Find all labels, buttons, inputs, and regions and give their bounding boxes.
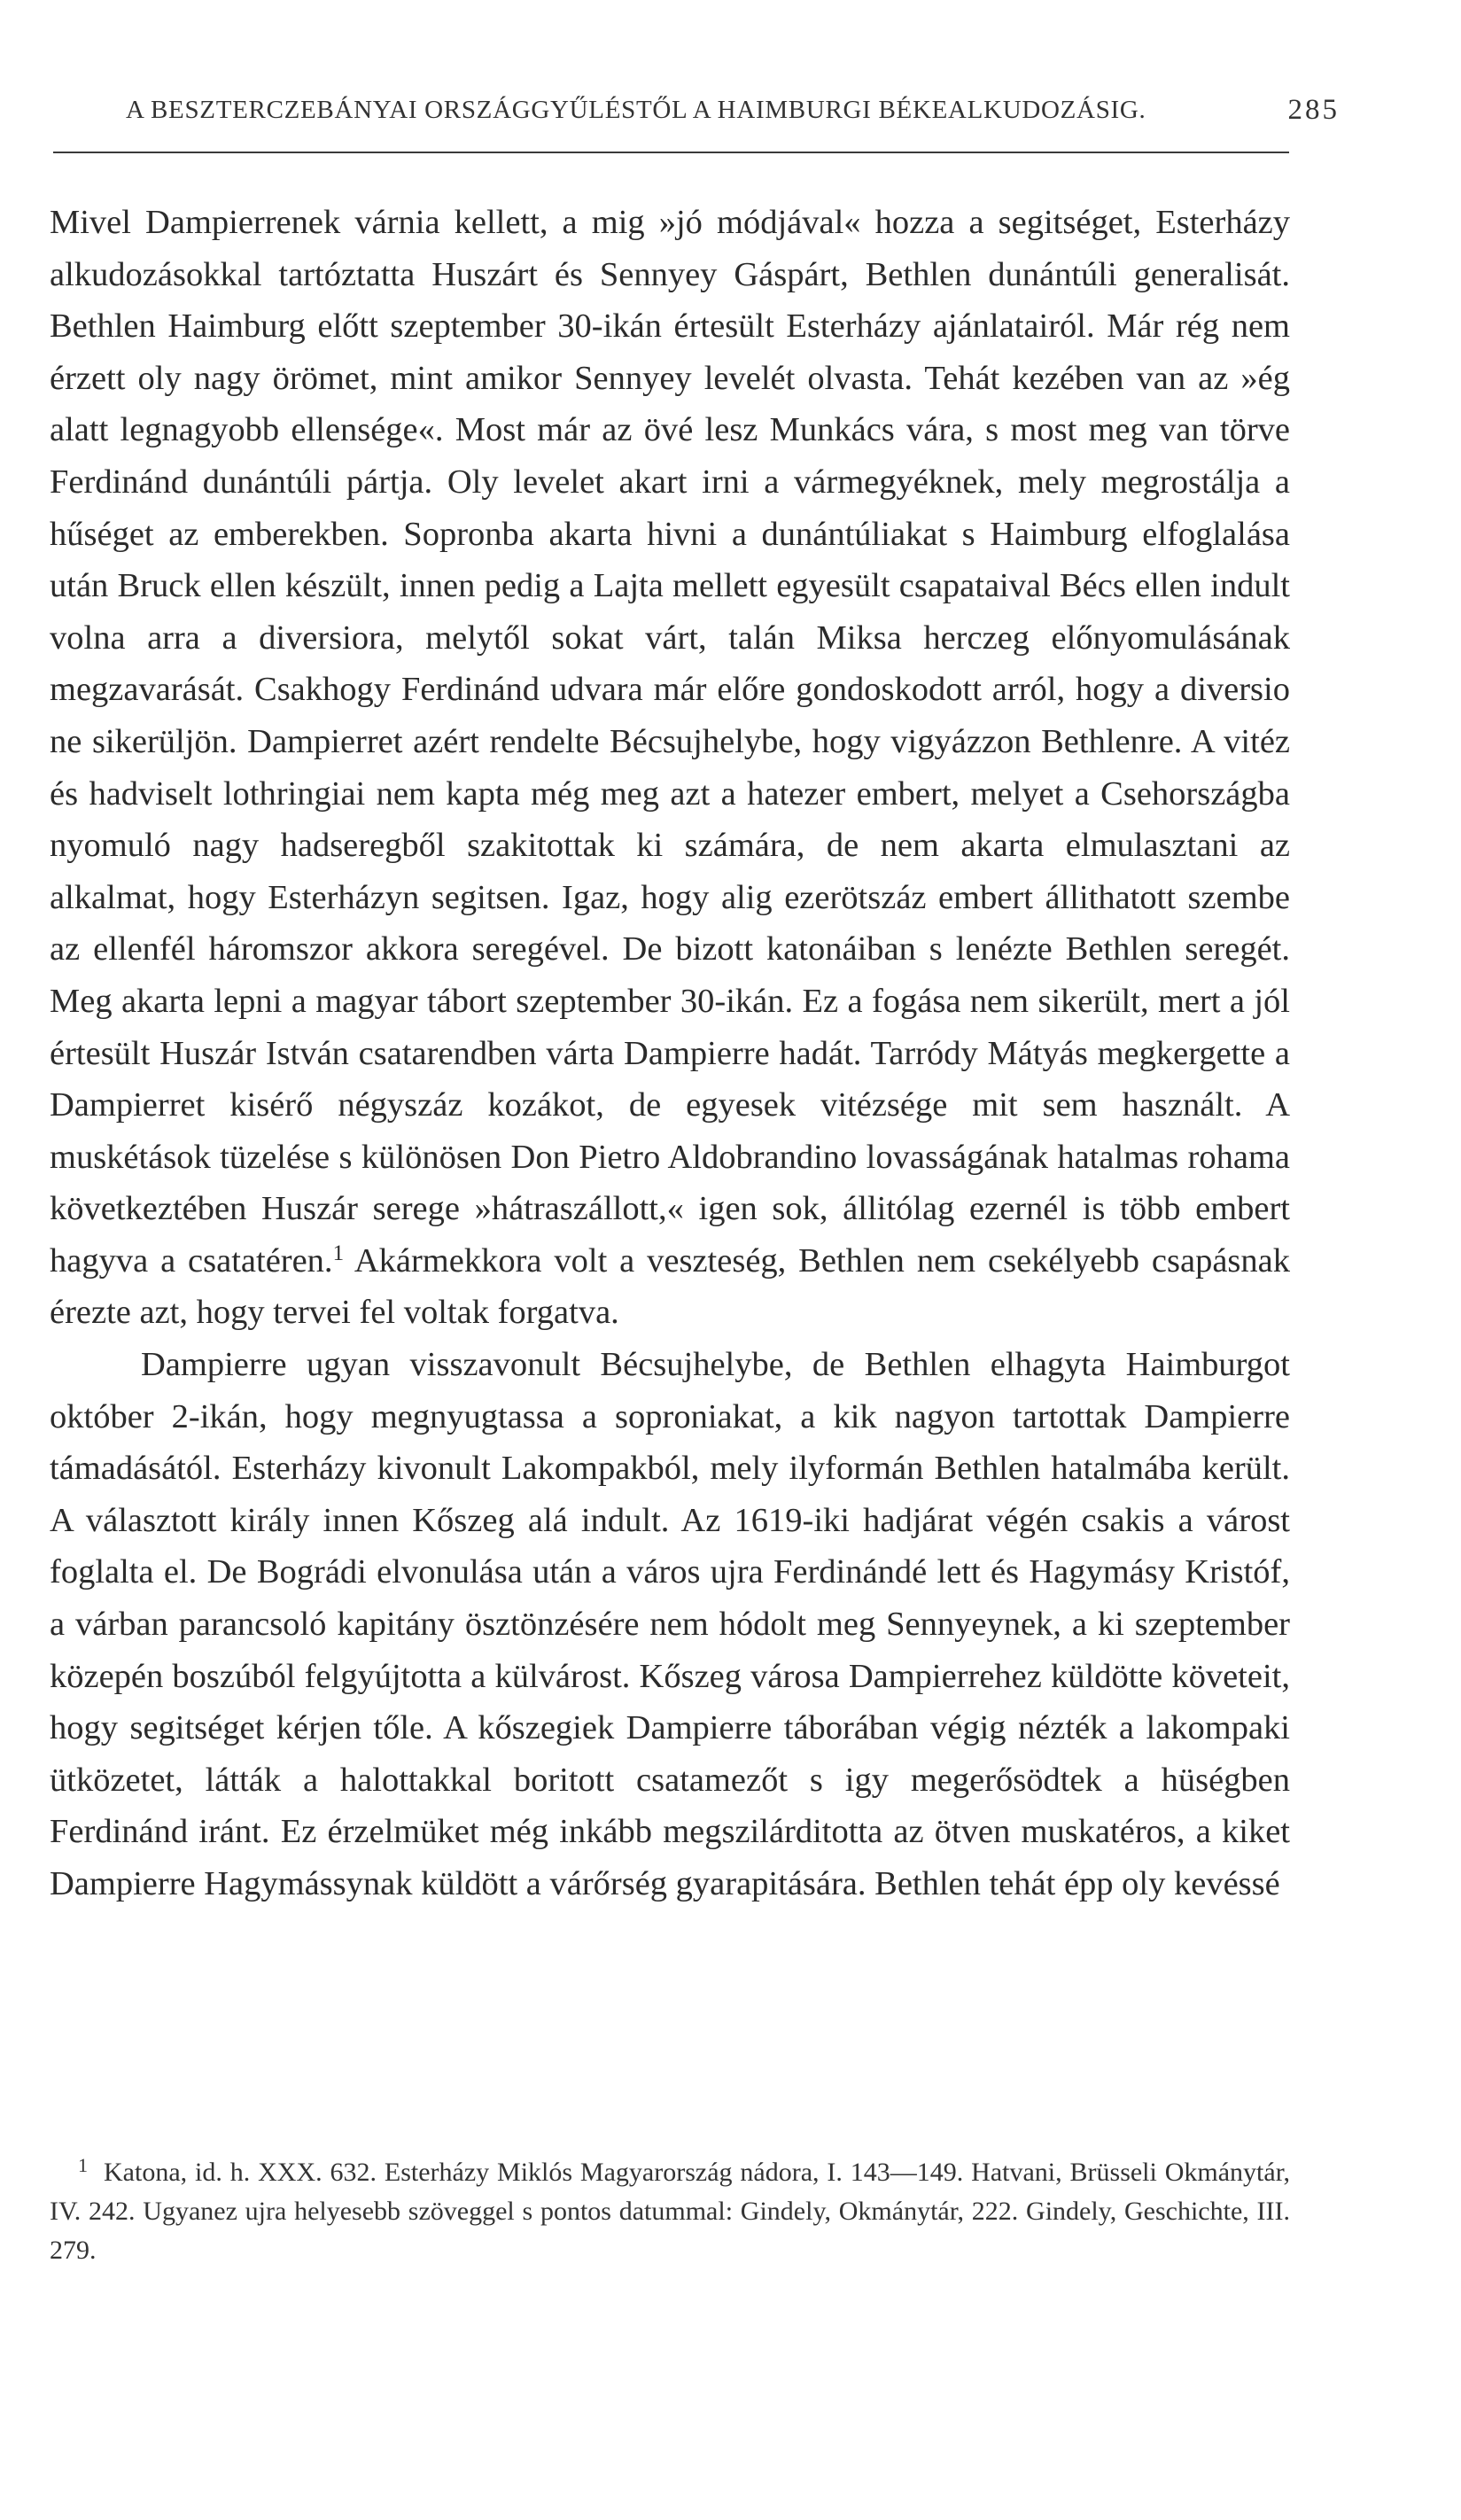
paragraph-text: Mivel Dampierrenek várnia kellett, a mig »jó módjával« hozza a segitséget, Esterházy alkudozásokkal tartóztatta Huszárt és Sennyey Gáspárt, Bethlen dunántúli generalisát. Bethlen Haimburg előtt szeptember 30-ikán értesült Esterházy ajánlatairól. Már rég nem érzett oly nagy örömet, mint amikor Sennyey levelét olvasta. Tehát kezében van az »ég alatt legnagyobb ellensége«. Most már az övé lesz Munkács vára, s most meg van törve Ferdinánd dunántúli pártja. Oly levelet akart irni a vármegyéknek, mely megrostálja a hűséget az emberekben. Sopronba akarta hivni a dunántúliakat s Haimburg elfoglalása után Bruck ellen készült, innen pedig a Lajta mellett egyesült csapataival Bécs ellen indult volna arra a diversiora, melytől sokat várt, talán Miksa herczeg előnyomulásának megzavarását. Csakhogy Ferdinánd udvara már előre gondoskodott arról, hogy a diversio ne sikerüljön. Dampierret azért rendelte Bécsujhelybe, hogy vigyázzon Bethlenre. A vitéz és hadviselt lothringiai nem kapta még meg azt a hatezer embert, melyet a Csehországba nyomuló nagy hadseregből szakitottak ki számára, de nem akarta elmulasztani az alkalmat, hogy Esterházyn segitsen. Igaz, hogy alig ezerötszáz embert állithatott szembe az ellenfél háromszor akkora seregével. De bizott katonáiban s lenézte Bethlen seregét. Meg akarta lepni a magyar tábort szeptember 30-ikán. Ez a fogása nem sikerült, mert a jól értesült Huszár István csatarendben várta Dampierre hadát. Tarródy Mátyás megkergette a Dampierret kisérő négyszáz kozákot, de egyesek vitézsége mit sem használt. A muskétások tüzelése s különösen Don Pietro Aldobrandino lovasságának hatalmas rohama következtében Huszár serege »hátraszállott,« igen sok, állitólag ezernél is több embert hagyva a csatatéren. [50,204,1290,1279]
footnote-text: Katona, id. h. XXX. 632. Esterházy Miklós Magyarország nádora, I. 143—149. Hatvani, Brüsseli Okmánytár, IV. 242. Ugyanez ujra helyesebb szöveggel s pontos datummal: Gindely, Okmánytár, 222. Gindely, Geschichte, III. 279. [50,2158,1290,2265]
running-title: A BESZTERCZEBÁNYAI ORSZÁGGYŰLÉSTŐL A HAIMBURGI BÉKEALKUDOZÁSIG. [126,96,1146,124]
running-header [53,96,1340,149]
main-text [50,197,1290,1910]
paragraph: Dampierre ugyan visszavonult Bécsujhelybe, de Bethlen elhagyta Haimburgot október 2-ikán, hogy megnyugtassa a soproniakat, a kik nagyon tartottak Dampierre támadásától. Esterházy kivonult Lakompakból, mely ilyformán Bethlen hatalmába került. A választott király innen Kőszeg alá indult. Az 1619-iki hadjárat végén csakis a várost foglalta el. De Bográdi elvonulása után a város ujra Ferdinándé lett és Hagymásy Kristóf, a várban parancsoló kapitány ösztönzésére nem hódolt meg Sennyeynek, a ki szeptember közepén boszúból felgyújtotta a külvárost. Kőszeg városa Dampierrehez küldötte követeit, hogy segitséget kérjen tőle. A kőszegiek Dampierre táborában végig nézték a lakompaki ütközetet, látták a halottakkal boritott csatamezőt s igy megerősödtek a hüségben Ferdinánd iránt. Ez érzelmüket még inkább megszilárditotta az ötven muskatéros, a kiket Dampierre Hagymássynak küldött a várőrség gyarapitására. Bethlen tehát épp oly kevéssé [50,1346,1290,1902]
footnote-reference: 1 [332,1241,345,1265]
footnote-mark: 1 [78,2154,88,2176]
footnote [50,2153,1290,2270]
page-number: 285 [1287,94,1340,126]
footnotes [50,2153,1290,2270]
header-rule [53,152,1289,153]
paragraph [50,197,1290,1339]
paragraph-text: Akármekkora volt a veszteség, Bethlen nem csekélyebb csapásnak érezte azt, hogy tervei fel voltak forgatva. [50,1241,1290,1332]
